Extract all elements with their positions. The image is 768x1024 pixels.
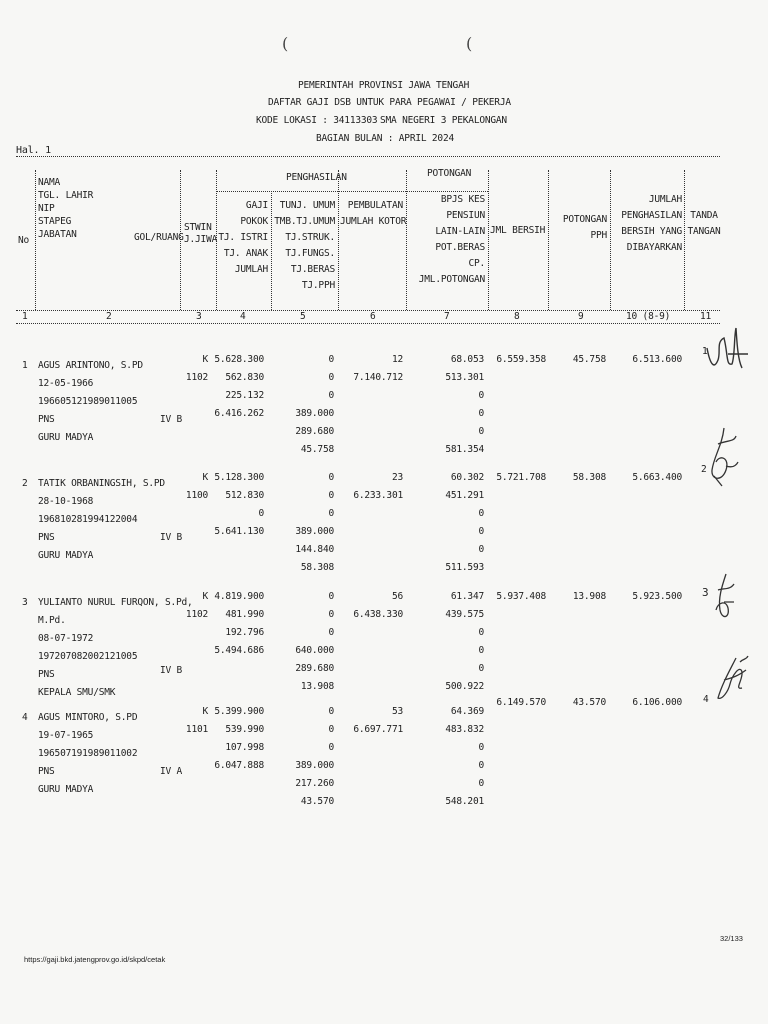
col-divider xyxy=(35,170,36,310)
pensiun: 439.575 xyxy=(445,609,484,620)
gaji-jumlah: 6.047.888 xyxy=(214,760,264,771)
employee-name: AGUS MINTORO, S.PD xyxy=(38,712,138,723)
sign-number: 2 xyxy=(701,464,707,475)
column-number-border xyxy=(16,323,720,324)
stapeg: PNS xyxy=(38,532,55,543)
stwin: K xyxy=(202,591,208,602)
header-line-1: PEMERINTAH PROVINSI JAWA TENGAH xyxy=(298,80,470,91)
col-number: 7 xyxy=(444,311,450,322)
cp: 0 xyxy=(478,544,484,555)
col-divider xyxy=(684,170,685,310)
header-school-name: SMA NEGERI 3 PEKALONGAN xyxy=(380,115,507,126)
col-number: 2 xyxy=(106,311,112,322)
col-number: 9 xyxy=(578,311,584,322)
signature xyxy=(704,426,744,488)
potongan-pph: 58.308 xyxy=(572,472,606,483)
col-header-stwin: STWIN J.JIWA xyxy=(184,222,218,245)
stwin: K xyxy=(202,472,208,483)
lain-lain: 0 xyxy=(478,508,484,519)
col-number: 6 xyxy=(370,311,376,322)
cp: 0 xyxy=(478,426,484,437)
col-header-tanda-tangan: TANDA TANGAN xyxy=(687,210,721,237)
tunj-umum: 0 xyxy=(328,354,334,365)
row-no: 2 xyxy=(22,478,28,489)
page-number: Hal. 1 xyxy=(16,145,51,156)
birth-date: 08-07-1972 xyxy=(38,633,94,644)
tj-istri: 539.990 xyxy=(225,724,264,735)
gol-ruang: IV A xyxy=(160,766,183,777)
tmb-tj-umum: 0 xyxy=(328,490,334,501)
pot-beras: 0 xyxy=(478,526,484,537)
gaji-jumlah: 5.494.686 xyxy=(214,645,264,656)
tj-pph: 58.308 xyxy=(300,562,334,573)
tj-struk: 0 xyxy=(328,390,334,401)
col-header-tunjangan: TUNJ. UMUM TMB.TJ.UMUM TJ.STRUK. TJ.FUNGS. TJ.BERAS TJ.PPH xyxy=(274,200,335,291)
row-no: 3 xyxy=(22,597,28,608)
jml-potongan: 548.201 xyxy=(445,796,484,807)
employee-name: YULIANTO NURUL FURQON, S.Pd, xyxy=(38,597,193,608)
jabatan: GURU MADYA xyxy=(38,784,94,795)
jjiwa: 1100 xyxy=(185,490,208,501)
lain-lain: 0 xyxy=(478,742,484,753)
row-no: 1 xyxy=(22,360,28,371)
jumlah-kotor: 7.140.712 xyxy=(353,372,403,383)
tj-beras: 289.680 xyxy=(295,426,334,437)
pembulatan: 53 xyxy=(391,706,403,717)
header-period: BAGIAN BULAN : APRIL 2024 xyxy=(316,133,454,144)
col-number: 11 xyxy=(700,311,712,322)
sign-number: 1 xyxy=(702,346,708,357)
tmb-tj-umum: 0 xyxy=(328,609,334,620)
gaji-jumlah: 5.641.130 xyxy=(214,526,264,537)
pot-beras: 0 xyxy=(478,645,484,656)
group-header-penghasilan: PENGHASILAN xyxy=(286,172,347,183)
gaji-pokok: 4.819.900 xyxy=(214,591,264,602)
col-divider xyxy=(610,170,611,310)
col-header-pembulatan: PEMBULATAN JUMLAH KOTOR xyxy=(340,200,407,227)
potongan-pph: 43.570 xyxy=(572,697,606,708)
gol-ruang: IV B xyxy=(160,665,183,676)
sign-number: 4 xyxy=(703,694,709,705)
dibayarkan: 6.106.000 xyxy=(632,697,682,708)
sign-number: 3 xyxy=(702,586,709,599)
nip: 196507191989011002 xyxy=(38,748,138,759)
table-top-border xyxy=(16,156,720,157)
tmb-tj-umum: 0 xyxy=(328,372,334,383)
col-divider xyxy=(271,191,272,310)
jml-bersih: 5.937.408 xyxy=(496,591,546,602)
tj-anak: 225.132 xyxy=(225,390,264,401)
col-header-jumlah-bersih: JUMLAH PENGHASILAN BERSIH YANG DIBAYARKAN xyxy=(621,194,682,253)
tunj-umum: 0 xyxy=(328,706,334,717)
birth-date: 19-07-1965 xyxy=(38,730,94,741)
group-header-divider xyxy=(216,191,488,192)
header-bottom-border xyxy=(16,310,720,311)
stwin: K xyxy=(202,354,208,365)
col-header-identity: NAMA TGL. LAHIR NIP STAPEG JABATAN xyxy=(38,177,94,240)
col-number: 8 xyxy=(514,311,520,322)
gaji-pokok: 5.128.300 xyxy=(214,472,264,483)
tj-istri: 481.990 xyxy=(225,609,264,620)
col-divider xyxy=(488,170,489,310)
signature xyxy=(704,324,752,376)
pot-beras: 0 xyxy=(478,760,484,771)
binding-mark-left: ( xyxy=(282,34,289,53)
gaji-jumlah: 6.416.262 xyxy=(214,408,264,419)
gol-ruang: IV B xyxy=(160,532,183,543)
col-header-no: No xyxy=(18,235,30,246)
tmb-tj-umum: 0 xyxy=(328,724,334,735)
bpjs-kes: 60.302 xyxy=(450,472,484,483)
tj-struk: 0 xyxy=(328,742,334,753)
header-line-2: DAFTAR GAJI DSB UNTUK PARA PEGAWAI / PEKERJA xyxy=(268,97,511,108)
potongan-pph: 13.908 xyxy=(572,591,606,602)
jabatan: GURU MADYA xyxy=(38,550,94,561)
nip: 196810281994122004 xyxy=(38,514,138,525)
col-header-gaji: GAJI POKOK TJ. ISTRI TJ. ANAK JUMLAH xyxy=(218,200,268,275)
tj-fungs: 389.000 xyxy=(295,526,334,537)
birth-date: 12-05-1966 xyxy=(38,378,94,389)
col-number: 1 xyxy=(22,311,28,322)
jml-bersih: 5.721.708 xyxy=(496,472,546,483)
jjiwa: 1101 xyxy=(185,724,208,735)
employee-name: AGUS ARINTONO, S.PD xyxy=(38,360,143,371)
jml-potongan: 500.922 xyxy=(445,681,484,692)
dibayarkan: 5.923.500 xyxy=(632,591,682,602)
tj-beras: 144.840 xyxy=(295,544,334,555)
col-divider xyxy=(548,170,549,310)
bpjs-kes: 64.369 xyxy=(450,706,484,717)
jumlah-kotor: 6.697.771 xyxy=(353,724,403,735)
jml-potongan: 511.593 xyxy=(445,562,484,573)
pembulatan: 56 xyxy=(391,591,403,602)
tj-beras: 289.680 xyxy=(295,663,334,674)
bpjs-kes: 68.053 xyxy=(450,354,484,365)
stapeg: PNS xyxy=(38,766,55,777)
tj-beras: 217.260 xyxy=(295,778,334,789)
nip: 197207082002121005 xyxy=(38,651,138,662)
tunj-umum: 0 xyxy=(328,591,334,602)
signature xyxy=(712,654,752,706)
tj-pph: 43.570 xyxy=(300,796,334,807)
col-divider xyxy=(406,170,407,310)
tj-istri: 512.830 xyxy=(225,490,264,501)
jabatan: GURU MADYA xyxy=(38,432,94,443)
pensiun: 451.291 xyxy=(445,490,484,501)
footer-url: https://gaji.bkd.jatengprov.go.id/skpd/cetak xyxy=(24,955,166,964)
bpjs-kes: 61.347 xyxy=(450,591,484,602)
col-number: 3 xyxy=(196,311,202,322)
jml-potongan: 581.354 xyxy=(445,444,484,455)
lain-lain: 0 xyxy=(478,627,484,638)
tj-struk: 0 xyxy=(328,508,334,519)
employee-name: TATIK ORBANINGSIH, S.PD xyxy=(38,478,165,489)
col-number: 4 xyxy=(240,311,246,322)
signature xyxy=(710,572,740,624)
gaji-pokok: 5.399.900 xyxy=(214,706,264,717)
cp: 0 xyxy=(478,778,484,789)
nip: 196605121989011005 xyxy=(38,396,138,407)
tj-pph: 45.758 xyxy=(300,444,334,455)
col-header-golruang: GOL/RUANG xyxy=(134,232,184,243)
birth-date: 28-10-1968 xyxy=(38,496,94,507)
row-no: 4 xyxy=(22,712,28,723)
jumlah-kotor: 6.233.301 xyxy=(353,490,403,501)
page-count: 32/133 xyxy=(720,934,743,943)
tj-fungs: 640.000 xyxy=(295,645,334,656)
jml-bersih: 6.559.358 xyxy=(496,354,546,365)
jml-bersih: 6.149.570 xyxy=(496,697,546,708)
jabatan: KEPALA SMU/SMK xyxy=(38,687,116,698)
col-divider xyxy=(338,170,339,310)
tj-anak: 107.998 xyxy=(225,742,264,753)
stapeg: PNS xyxy=(38,669,55,680)
jjiwa: 1102 xyxy=(185,372,208,383)
potongan-pph: 45.758 xyxy=(572,354,606,365)
pensiun: 513.301 xyxy=(445,372,484,383)
lain-lain: 0 xyxy=(478,390,484,401)
pensiun: 483.832 xyxy=(445,724,484,735)
tj-anak: 192.796 xyxy=(225,627,264,638)
gol-ruang: IV B xyxy=(160,414,183,425)
col-number: 10 (8-9) xyxy=(626,311,671,322)
col-header-jml-bersih: JML BERSIH xyxy=(490,225,546,236)
tunj-umum: 0 xyxy=(328,472,334,483)
pembulatan: 12 xyxy=(391,354,403,365)
col-number: 5 xyxy=(300,311,306,322)
tj-pph: 13.908 xyxy=(300,681,334,692)
tj-fungs: 389.000 xyxy=(295,760,334,771)
group-header-potongan: POTONGAN xyxy=(427,168,472,179)
stwin: K xyxy=(202,706,208,717)
col-header-potongan-pph: POTONGAN PPH xyxy=(562,214,607,241)
cp: 0 xyxy=(478,663,484,674)
pot-beras: 0 xyxy=(478,408,484,419)
dibayarkan: 5.663.400 xyxy=(632,472,682,483)
tj-istri: 562.830 xyxy=(225,372,264,383)
header-location-code: KODE LOKASI : 34113303 xyxy=(256,115,378,126)
stapeg: PNS xyxy=(38,414,55,425)
col-header-potongan: BPJS KES PENSIUN LAIN-LAIN POT.BERAS CP. JML.POTONGAN xyxy=(418,194,485,285)
binding-mark-right: ( xyxy=(466,34,473,53)
tj-anak: 0 xyxy=(258,508,264,519)
dibayarkan: 6.513.600 xyxy=(632,354,682,365)
tj-struk: 0 xyxy=(328,627,334,638)
employee-name-suffix: M.Pd. xyxy=(38,615,66,626)
gaji-pokok: 5.628.300 xyxy=(214,354,264,365)
pembulatan: 23 xyxy=(391,472,403,483)
jjiwa: 1102 xyxy=(185,609,208,620)
jumlah-kotor: 6.438.330 xyxy=(353,609,403,620)
tj-fungs: 389.000 xyxy=(295,408,334,419)
